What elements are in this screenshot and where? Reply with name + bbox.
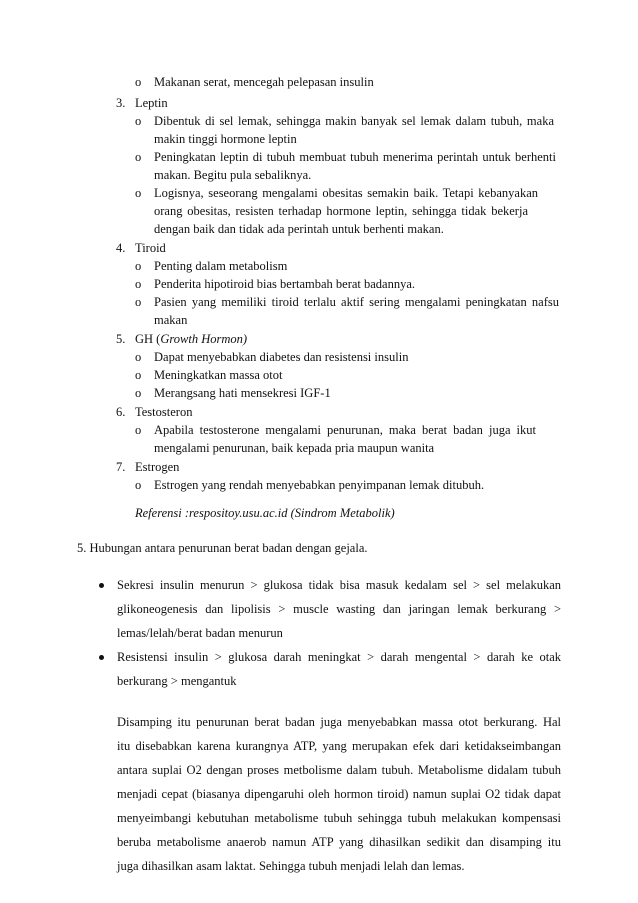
list-bullet: o xyxy=(135,150,142,164)
bullet-item-continuation: glikoneogenesis dan lipolisis > muscle wasting dan jaringan lemak berkurang > xyxy=(117,602,561,616)
list-bullet: o xyxy=(135,386,142,400)
reference-citation: Referensi :respositoy.usu.ac.id (Sindrom Metabolik) xyxy=(135,506,395,520)
list-bullet: o xyxy=(135,114,142,128)
list-item: Dibentuk di sel lemak, sehingga makin banyak sel lemak dalam tubuh, maka xyxy=(154,114,554,128)
section-heading: 5. Hubungan antara penurunan berat badan dengan gejala. xyxy=(77,541,368,555)
list-item-continuation: orang obesitas, resisten terhadap hormone leptin, sehingga tidak bekerja xyxy=(154,204,528,218)
list-item-continuation: mengalami penurunan, baik kepada pria maupun wanita xyxy=(154,441,435,455)
list-item: Peningkatan leptin di tubuh membuat tubuh menerima perintah untuk berhenti xyxy=(154,150,556,164)
list-heading-gh-italic: Growth Hormon) xyxy=(160,332,248,346)
paragraph-line: menyeimbangi kebutuhan metabolisme tubuh sehingga tubuh melakukan kompensasi xyxy=(117,811,561,825)
list-item-continuation: makan xyxy=(154,313,188,327)
list-bullet: o xyxy=(135,423,142,437)
list-heading-gh-prefix: GH ( xyxy=(135,332,161,346)
paragraph-line: Disamping itu penurunan berat badan juga menyebabkan massa otot berkurang. Hal xyxy=(117,715,561,729)
bullet-dot xyxy=(99,583,104,588)
list-item: Penderita hipotiroid bias bertambah berat badannya. xyxy=(154,277,416,291)
list-heading-gh xyxy=(135,331,247,347)
list-item-continuation: makin tinggi hormone leptin xyxy=(154,132,297,146)
bullet-item-continuation: lemas/lelah/berat badan menurun xyxy=(117,626,283,640)
list-heading-leptin: Leptin xyxy=(135,96,168,110)
paragraph-line: beruba metabolisme anaerob namun ATP yang dihasilkan sedikit dan disamping itu xyxy=(117,835,561,849)
bullet-item-continuation: berkurang > mengantuk xyxy=(117,674,237,688)
list-item: Estrogen yang rendah menyebabkan penyimpanan lemak ditubuh. xyxy=(154,478,485,492)
list-bullet: o xyxy=(135,186,142,200)
paragraph-line: juga dihasilkan asam laktat. Sehingga tubuh menjadi lelah dan lemas. xyxy=(117,859,465,873)
list-heading-testosteron: Testosteron xyxy=(135,405,193,419)
list-item: Penting dalam metabolism xyxy=(154,259,288,273)
list-bullet: o xyxy=(135,295,142,309)
bullet-dot xyxy=(99,655,104,660)
paragraph-line: itu disebabkan karena kurangnya ATP, yang merupakan efek dari ketidakseimbangan xyxy=(117,739,561,753)
list-number: 3. xyxy=(116,96,126,110)
list-number: 7. xyxy=(116,460,126,474)
list-item: Merangsang hati mensekresi IGF-1 xyxy=(154,386,331,400)
list-number: 4. xyxy=(116,241,126,255)
list-item: Apabila testosterone mengalami penurunan, maka berat badan juga ikut xyxy=(154,423,536,437)
list-number: 5. xyxy=(116,332,126,346)
list-heading-tiroid: Tiroid xyxy=(135,241,166,255)
paragraph-line: menjadi cepat (biasanya dipengaruhi oleh hormon tiroid) namun suplai O2 tidak dapat xyxy=(117,787,561,801)
list-bullet: o xyxy=(135,368,142,382)
bullet-item: Resistensi insulin > glukosa darah meningkat > darah mengental > darah ke otak xyxy=(117,650,561,664)
list-bullet: o xyxy=(135,478,142,492)
list-number: 6. xyxy=(116,405,126,419)
list-item: Makanan serat, mencegah pelepasan insulin xyxy=(154,75,374,89)
list-item-continuation: dengan baik dan tidak ada perintah untuk berhenti makan. xyxy=(154,222,444,236)
list-item: Logisnya, seseorang mengalami obesitas semakin baik. Tetapi kebanyakan xyxy=(154,186,538,200)
list-item: Pasien yang memiliki tiroid terlalu aktif sering mengalami peningkatan nafsu xyxy=(154,295,559,309)
list-bullet: o xyxy=(135,350,142,364)
list-bullet: o xyxy=(135,75,142,89)
list-item-continuation: makan. Begitu pula sebaliknya. xyxy=(154,168,312,182)
list-bullet: o xyxy=(135,277,142,291)
list-item: Dapat menyebabkan diabetes dan resistensi insulin xyxy=(154,350,409,364)
list-item: Meningkatkan massa otot xyxy=(154,368,283,382)
paragraph-line: antara suplai O2 dengan proses metbolisme dalam tubuh. Metabolisme didalam tubuh xyxy=(117,763,561,777)
list-heading-estrogen: Estrogen xyxy=(135,460,180,474)
list-bullet: o xyxy=(135,259,142,273)
bullet-item: Sekresi insulin menurun > glukosa tidak bisa masuk kedalam sel > sel melakukan xyxy=(117,578,561,592)
